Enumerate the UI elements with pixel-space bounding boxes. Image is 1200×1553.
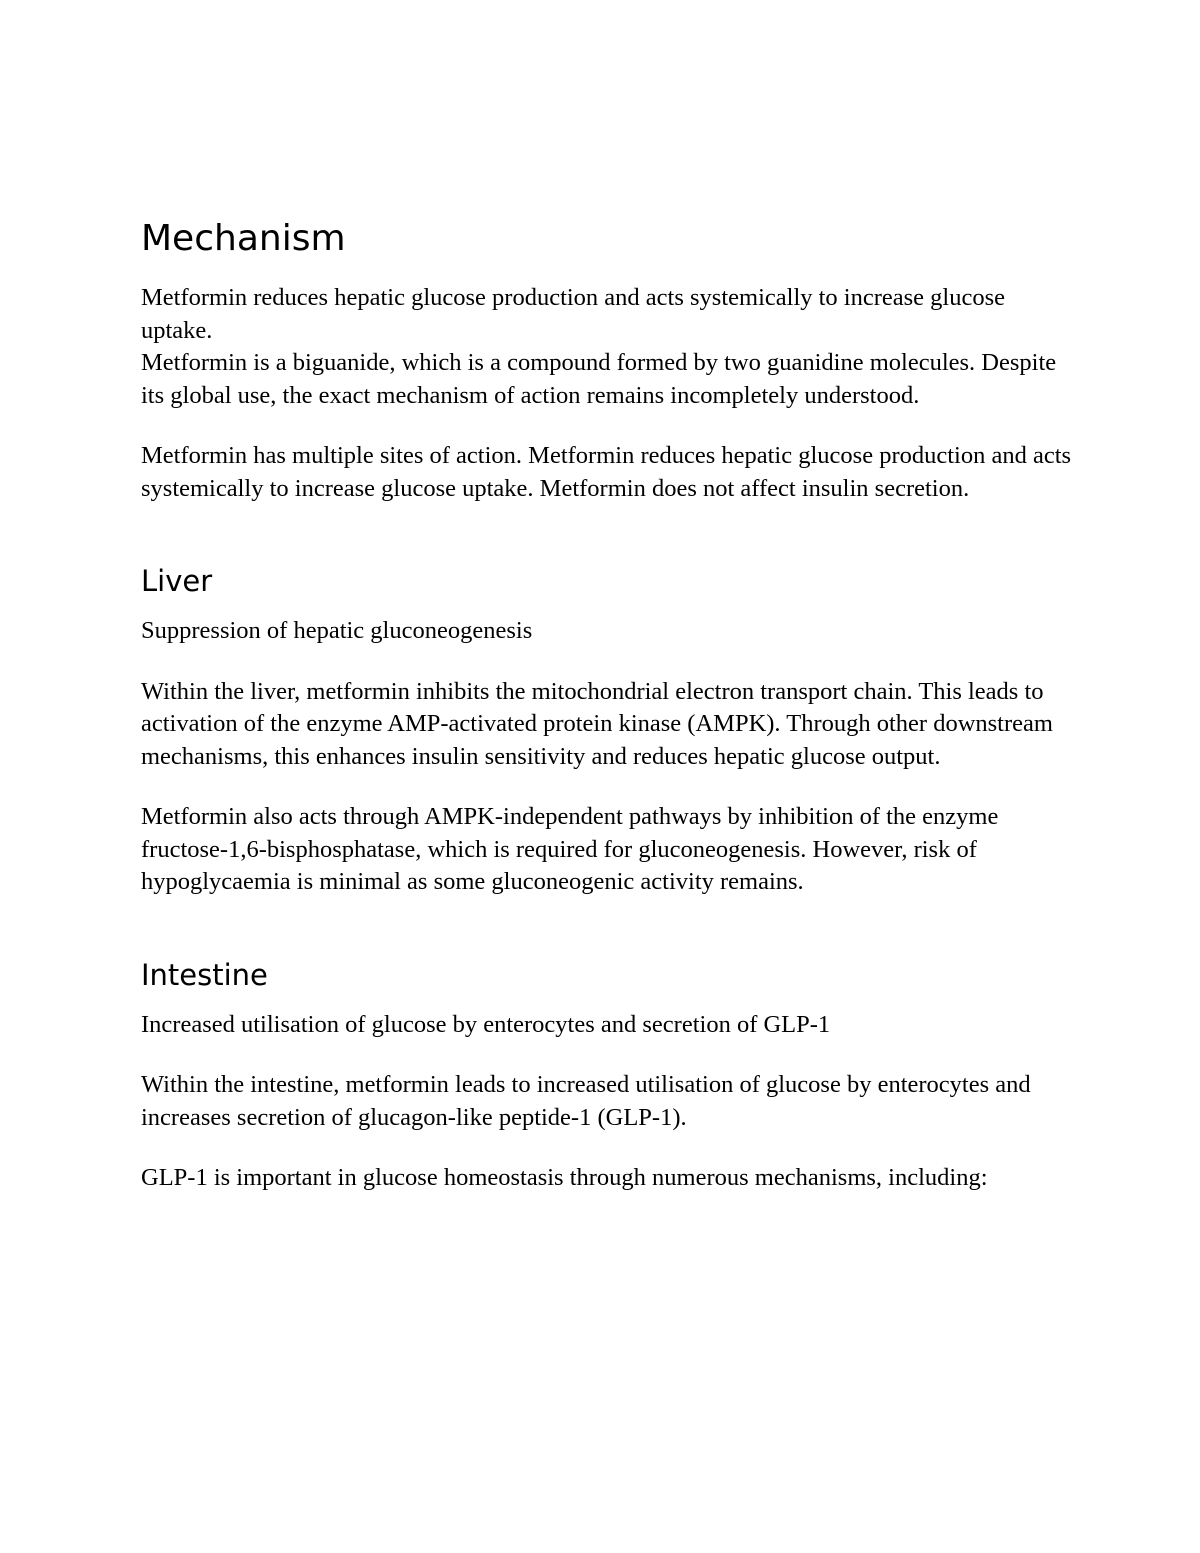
intestine-subtitle: Increased utilisation of glucose by enterocytes and secretion of GLP-1 bbox=[141, 1010, 831, 1038]
intestine-paragraph-2: GLP-1 is important in glucose homeostasis through numerous mechanisms, including: bbox=[141, 1164, 988, 1191]
heading-liver: Liver bbox=[141, 564, 213, 598]
liver-paragraph-1: Within the liver, metformin inhibits the mitochondrial electron transport chain. This leads to activation of the enzyme AMP-activated protein kinase (AMPK). Through other downstream mechanisms, this enhances insulin sensitivity and reduces hepatic glucose output. bbox=[141, 677, 1053, 770]
liver-paragraph-2: Metformin also acts through AMPK-independent pathways by inhibition of the enzyme fructose-1,6-bisphosphatase, which is required for gluconeogenesis. However, risk of hypoglycaemia is minimal as some gluconeogenic activity remains. bbox=[141, 803, 999, 895]
mechanism-paragraph-1a: Metformin reduces hepatic glucose production and acts systemically to increase glucose uptake. bbox=[141, 284, 1006, 344]
heading-mechanism: Mechanism bbox=[141, 218, 346, 259]
mechanism-paragraph-2: Metformin has multiple sites of action. Metformin reduces hepatic glucose production and acts systemically to increase glucose uptake. Metformin does not affect insulin secretion. bbox=[141, 442, 1072, 502]
mechanism-paragraph-1b: Metformin is a biguanide, which is a compound formed by two guanidine molecules. Despite its global use, the exact mechanism of action remains incompletely understood. bbox=[141, 349, 1057, 409]
heading-intestine: Intestine bbox=[141, 957, 268, 992]
liver-subtitle: Suppression of hepatic gluconeogenesis bbox=[141, 617, 533, 644]
document-content bbox=[141, 217, 1081, 1195]
intestine-paragraph-1: Within the intestine, metformin leads to increased utilisation of glucose by enterocytes and increases secretion of glucagon-like peptide-1 (GLP-1). bbox=[141, 1071, 1031, 1131]
